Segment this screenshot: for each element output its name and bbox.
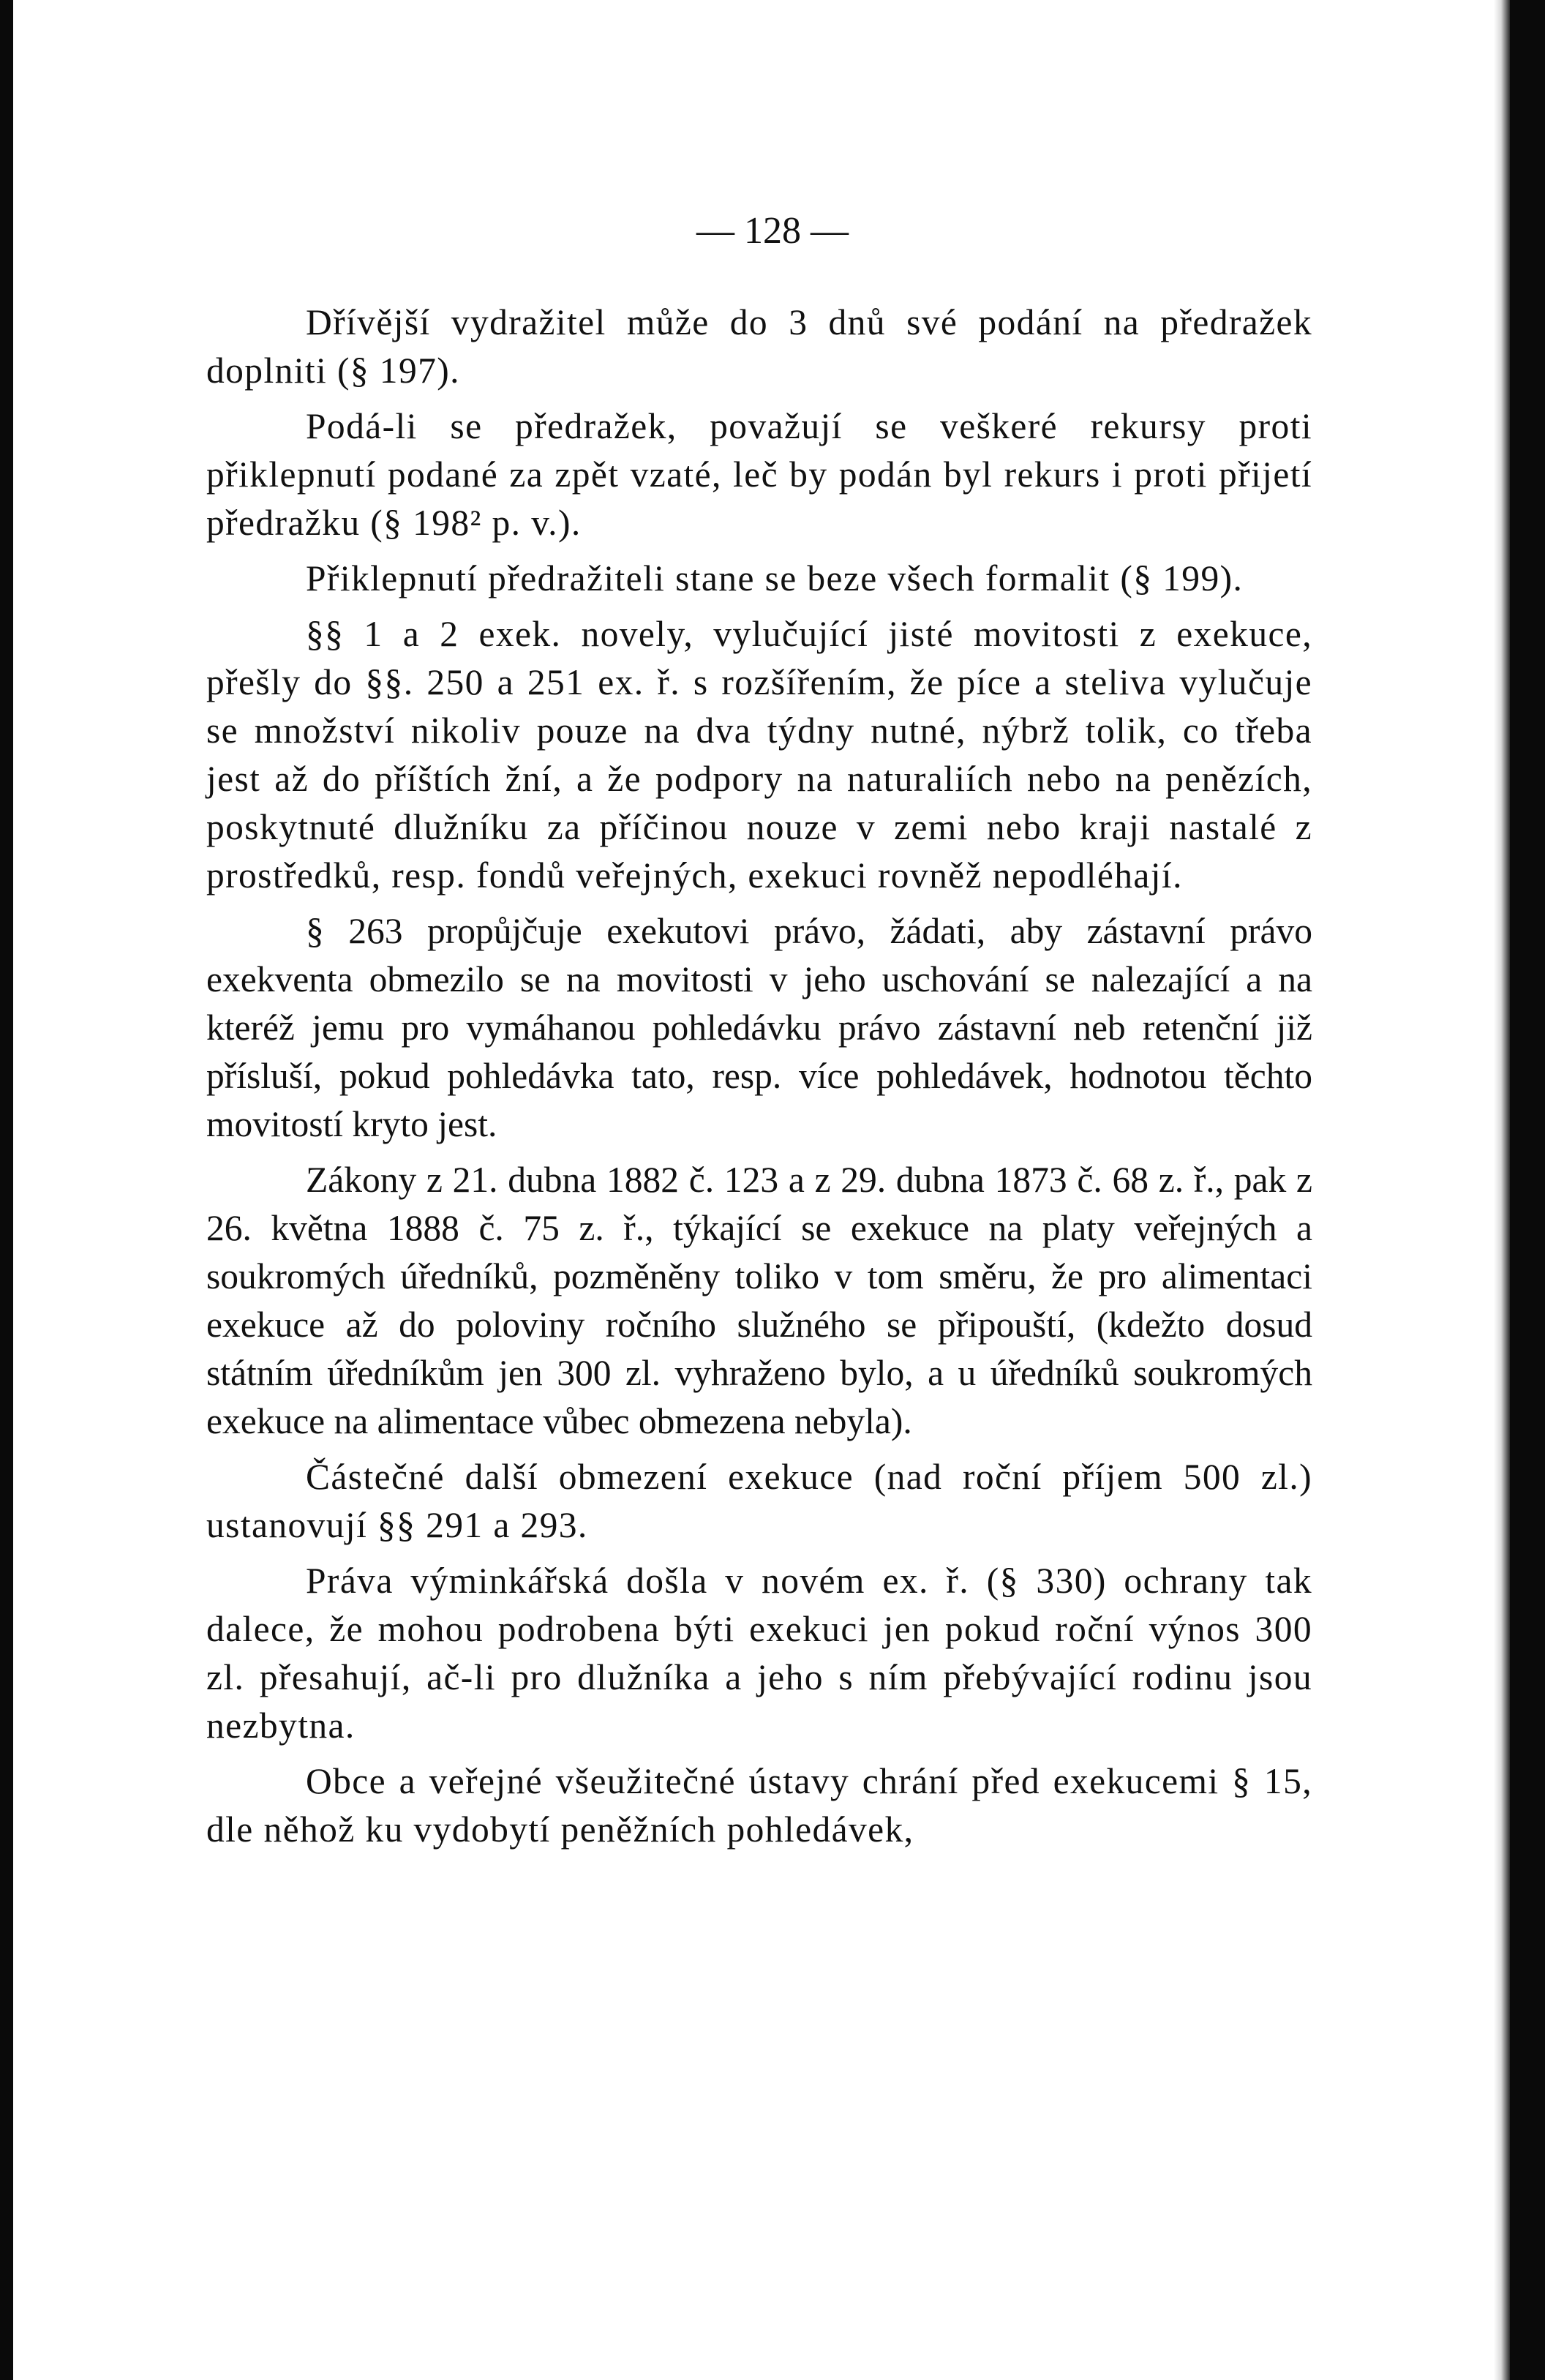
paragraph-2: Podá-li se předražek, považují se veškeré rekursy proti přiklepnutí podané za zpět vzaté, leč by podán byl rekurs i proti přijetí předražku (§ 198² p. v.). (206, 406, 1312, 543)
paragraph-4: §§ 1 a 2 exek. novely, vylučující jisté movitosti z exekuce, přešly do §§. 250 a 251 ex. ř. s rozšířením, že píce a steliva vylučuje se množství nikoliv pouze na dva týdny nutné, nýbrž tolik, co třeba jest až do příštích žní, a že podpory na naturaliích nebo na penězích, poskytnuté dlužníku za příčinou nouze v zemi nebo kraji nastalé z prostředků, resp. fondů veřejných, exekuci rovněž nepodléhají. (206, 614, 1312, 896)
paragraph-7: Částečné další obmezení exekuce (nad roční příjem 500 zl.) ustanovují §§ 291 a 293. (206, 1457, 1312, 1545)
paragraph-8: Práva výminkářská došla v novém ex. ř. (§ 330) ochrany tak dalece, že mohou podrobena býti exekuci jen pokud roční výnos 300 zl. přesahují, ač-li pro dlužníka a jeho s ním přebývající rodinu jsou nezbytna. (206, 1561, 1312, 1746)
page-number: — 128 — (696, 210, 849, 252)
paragraph-5: § 263 propůjčuje exekutovi právo, žádati, aby zástavní právo exekventa obmezilo se na movitosti v jeho uschování se nalezající a na kteréž jemu pro vymáhanou pohledávku právo zástavní neb retenční již přísluší, pokud pohledávka tato, resp. více pohledávek, hodnotou těchto movitostí kryto jest. (206, 911, 1312, 1144)
paragraph-9: Obce a veřejné všeužitečné ústavy chrání před exekucemi § 15, dle něhož ku vydobytí peněžních pohledávek, (206, 1761, 1312, 1850)
page-body-text (206, 299, 1312, 1861)
paragraph-3: Přiklepnutí předražiteli stane se beze všech formalit (§ 199). (306, 558, 1244, 598)
page-edge-shadow (1494, 0, 1510, 2380)
paragraph-1: Dřívější vydražitel může do 3 dnů své podání na předražek doplniti (§ 197). (206, 302, 1312, 391)
paragraph-6: Zákony z 21. dubna 1882 č. 123 a z 29. dubna 1873 č. 68 z. ř., pak z 26. května 1888 č. 75 z. ř., týkající se exekuce na platy veřejných a soukromých úředníků, pozměněny toliko v tom směru, že pro alimentaci exekuce až do poloviny ročního služného se připouští, (kdežto dosud státním úředníkům jen 300 zl. vyhraženo bylo, a u úředníků soukromých exekuce na alimentace vůbec obmezena nebyla). (206, 1160, 1312, 1441)
